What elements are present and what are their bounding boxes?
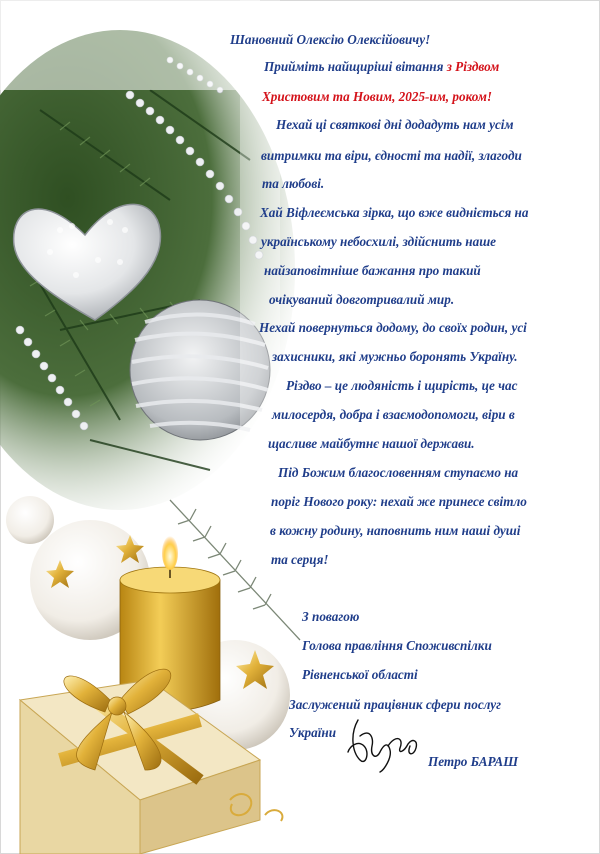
position-line: Голова правління Споживспілки <box>302 638 492 653</box>
congrats-text: Прийміть найщиріші вітання <box>264 59 447 74</box>
paragraph-line: Хай Віфлеємська зірка, що вже видніється на <box>260 205 529 220</box>
paragraph-line: Нехай ці святкові дні додадуть нам усім <box>276 117 514 132</box>
paragraph-line: поріг Нового року: нехай же принесе світло <box>271 494 527 509</box>
congratulations-line <box>264 59 499 75</box>
paragraph-line: українському небосхилі, здійснить наше <box>261 234 497 249</box>
paragraph-line: та любові. <box>262 176 325 191</box>
paragraph-line: витримки та віри, єдності та надії, злагоди <box>261 148 522 163</box>
paragraph-line: та серця! <box>271 552 329 567</box>
greeting: Шановний Олексію Олексійовичу! <box>230 32 431 47</box>
paragraph-line: найзаповітніше бажання про такий <box>264 263 481 278</box>
paragraph-line: милосердя, добра і взаємодопомоги, віри в <box>272 407 515 422</box>
title-line: України <box>289 725 337 740</box>
paragraph-line: в кожну родину, наповнить ним наші душі <box>270 523 521 538</box>
paragraph-line: щасливе майбутнє нашої держави. <box>268 436 475 451</box>
congrats-highlight: з Різдвом <box>446 59 500 74</box>
paragraph-line: Нехай повернуться додому, до своїх родин, усі <box>259 320 527 335</box>
title-line: Заслужений працівник сфери послуг <box>289 697 501 712</box>
handwritten-signature <box>344 716 424 774</box>
paragraph-line: очікуваний довготривалий мир. <box>269 292 455 307</box>
paragraph-line: Під Божим благословенням ступаємо на <box>278 465 519 480</box>
signatory-name: Петро БАРАШ <box>428 754 519 769</box>
paragraph-line: Різдво – це людяність і щирість, це час <box>286 378 518 393</box>
position-line: Рівненської області <box>302 667 418 682</box>
paragraph-line: захисники, які мужньо боронять Україну. <box>272 349 518 364</box>
regards-text: З повагою <box>302 609 360 624</box>
congrats-highlight-line: Христовим та Новим, 2025-им, роком! <box>262 89 493 104</box>
